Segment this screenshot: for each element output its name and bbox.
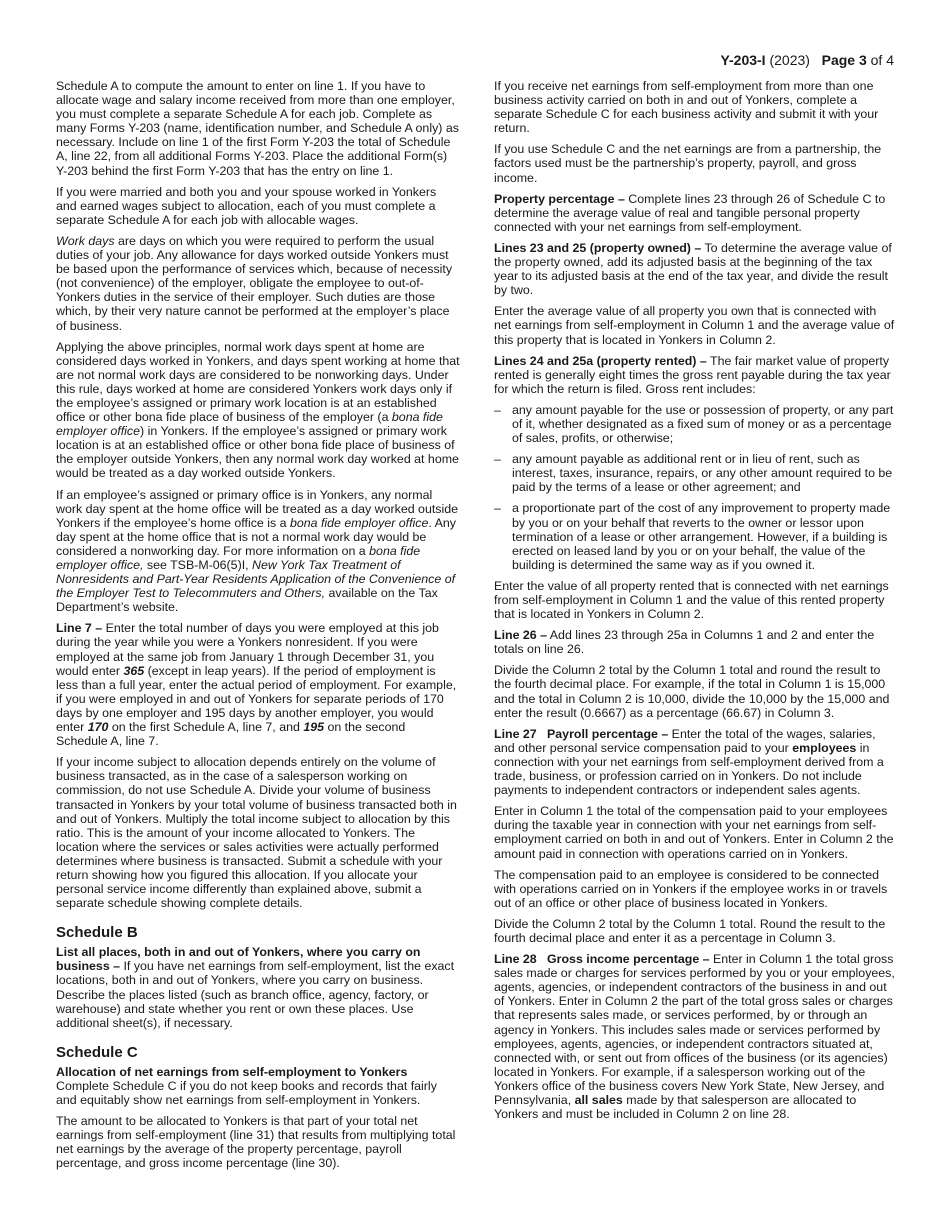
schedule-c-heading: Schedule C [56,1043,138,1061]
schedule-b-heading: Schedule B [56,924,138,942]
home-office-text-a: If an employee’s assigned or primary office is in Yonkers, any normal work day spent at the home office will be treated as a day worked outside Yonkers if the employee’s home office is a [56,487,459,530]
home-office-text-d: available on the Tax Department’s website. [56,586,438,615]
line-26-text: Add lines 23 through 25a in Columns 1 and 2 and enter the totals on line 26. [494,628,875,657]
rented-value-paragraph: Enter the value of all property rented that is connected with net earnings from self-employment in Column 1 and the value of this rented property that is located in Yonkers in Column 2. [494,578,889,622]
line-27-text-b: in connection with your net earnings from self-employment derived from a trade, business, or profession carried on in Yonkers. Do not include payments to independent contractors or independent sales agents. [494,740,884,798]
line-28-text-a: Enter in Column 1 the total gross sales made or charges for services performed by you or your employees, agents, agencies, or independent contractors of the business in and out of Yonkers. Enter in Column 2 the part of the total gross sales or charges that represents sales made, or services performed, by or through an agency in Yonkers. This includes sales made or services performed by employees, agents, agencies, or independent contractors situated at, connected with, or sent out from offices of the business (or its agencies) located in Yonkers. For example, if a salesperson working out of the Yonkers office of the business covers New York State, New Jersey, and Pennsylvania, [494,952,895,1107]
form-number: Y-203-I [720,52,766,68]
left-paragraph-1: Schedule A to compute the amount to enter on line 1. If you have to allocate wage and salary income received from more than one employer, you must complete a separate Schedule A for each job. Complete as many Forms Y-203 (name, identification number, and Schedule A only) as necessary. Include on line 1 of the first Form Y-203 the total of Schedule A, line 22, from all additional Forms Y-203. Place the additional Form(s) Y-203 behind the first Form Y-203 that has the entry on line 1. [56,79,459,178]
home-office-text-b: . Any day spent at the home office that is not a normal work day would be considered a nonworking day. For more information on a [56,515,456,558]
principles-term: bona fide employer office [56,410,443,439]
volume-of-business-paragraph: If your income subject to allocation depends entirely on the volume of business transacted, as in the case of a salesperson working on commission, do not use Schedule A. Divide your volume of business transacted in Yonkers by your total volume of business transacted both in and out of Yonkers. Multiply the total income subject to allocation by this ratio. This is the amount of your income allocated to Yonkers. The location where the services or sales activities were actually performed determines where business is transacted. Submit a schedule with your return showing how you figured this allocation. If you allocate your personal service income differently than explained above, submit a separate schedule showing complete details. [56,755,457,911]
right-paragraph-1: If you receive net earnings from self-employment from more than one business activity carried on both in and out of Yonkers, complete a separate Schedule C for each business activity and submit it with your return. [494,79,879,136]
line-7-text-c: on the first Schedule A, line 7, and [108,720,304,735]
line-27-label: Line 27 Payroll percentage – [494,726,669,741]
line-7-label: Line 7 – [56,621,103,636]
schedule-c-paragraph [56,1065,460,1107]
list-item: – any amount payable as additional rent or in lieu of rent, such as interest, taxes, insurance, repairs, or any other amount required to be paid by the terms of a lease or other agreement; and [494,452,896,494]
schedule-b-text: If you have net earnings from self-employment, list the exact locations, both in and out of Yonkers, where you carry on business. Describe the places listed (such as branch office, agency, factory, or warehouse) and state whether you rent or own these places. Use additional sheet(s), if necessary. [56,959,455,1030]
gross-rent-list [494,403,896,572]
line-28-all-sales: all sales [574,1093,623,1107]
line-27-employees: employees [792,740,857,755]
line-28-label: Line 28 Gross income percentage – [494,952,710,967]
lines-24-25a-label: Lines 24 and 25a (property rented) – [494,353,707,368]
line-7-paragraph [56,621,460,748]
line-7-number-195: 195 [303,720,324,735]
property-percentage-text: Complete lines 23 through 26 of Schedule C to determine the average value of real and tangible personal property connected with your net earnings from self-employment. [494,191,886,234]
divide-example-paragraph: Divide the Column 2 total by the Column 1 total and round the result to the fourth decimal place. For example, if the total in Column 1 is 15,000 and the total in Column 2 is 10,000, divide the 10,000 by the 15,000 and enter the result (0.6667) as a percentage (66.67) in Column 3. [494,663,890,720]
line-7-text-b: (except in leap years). If the period of employment is less than a full year, enter the actual period of employment. For example, if you were employed in and out of Yonkers for separate periods of 170 days by one employer and 195 days by another employer, you would enter [56,663,457,735]
line-27-text-a: Enter the total of the wages, salaries, and other personal service compensation paid to your [494,726,876,755]
right-column [494,79,896,1128]
left-paragraph-2: If you were married and both you and your spouse worked in Yonkers and earned wages subject to allocation, each of you must complete a separate Schedule A for each job with allocable wages. [56,184,437,227]
lines-24-25a-paragraph [494,354,896,396]
compensation-column-paragraph: Enter in Column 1 the total of the compensation paid to your employees during the taxable year in connection with your net earnings from self-employment carried on both in and out of Yonkers. Enter in Column 2 the amount paid in connection with operations carried on in Yonkers. [494,804,894,861]
work-days-term: Work days [56,233,115,248]
home-office-paragraph [56,488,460,615]
lines-23-25-paragraph [494,241,896,297]
line-26-label: Line 26 – [494,628,548,643]
schedule-b-paragraph [56,945,460,1030]
line-7-text-d: on the second Schedule A, line 7. [56,720,406,749]
compensation-connected-paragraph: The compensation paid to an employee is considered to be connected with operations carried on in Yonkers if the employee works in or travels out of an office or other place of business located in Yonkers. [494,867,888,910]
lines-23-25-label: Lines 23 and 25 (property owned) – [494,240,702,255]
line-7-number-170: 170 [87,720,109,735]
page-header [720,52,894,68]
schedule-c-text: Complete Schedule C if you do not keep books and records that fairly and equitably show net earnings from self-employment in Yonkers. [56,1078,437,1107]
page-label: Page 3 [821,52,867,68]
schedule-b-lead: List all places, both in and out of Yonkers, where you carry on business – [56,945,421,974]
left-column [56,79,460,1177]
list-item: – any amount payable for the use or possession of property, or any part of it, whether designated as a fixed sum of money or as a percentage of sales, profits, or otherwise; [494,403,896,445]
work-days-text: are days on which you were required to perform the usual duties of your job. Any allowance for days worked outside Yonkers must be based upon the performance of services which, because of necessity (not convenience) of the employer, obligate the employee to out-of-Yonkers duties in the service of their employer. Such duties are those which, by their very nature cannot be performed at the employer’s place of business. [56,233,453,333]
work-days-paragraph [56,234,460,333]
average-value-paragraph: Enter the average value of all property you own that is connected with net earnings from self-employment in Column 1 and the average value of this property that is located in Yonkers in Column 2. [494,304,895,347]
lines-23-25-text: To determine the average value of the property owned, add its adjusted basis at the beginning of the tax year to its adjusted basis at the end of the tax year, and divide the result by two. [494,240,892,298]
form-year: (2023) [769,52,810,68]
line-28-paragraph [494,952,896,1121]
publication-title: New York Tax Treatment of Nonresidents and Part-Year Residents Application of the Convenience of the Employer Test to Telecommuters and Others, [56,558,456,601]
home-office-text-c: see TSB-M-06(5)I, [143,558,253,572]
page-of: of 4 [870,52,894,68]
list-item: – a proportionate part of the cost of any improvement to property made by you or on your behalf that reverts to the owner or lessor upon termination of a lease or other arrangement. However, if a building is erected on leased land by you or on your behalf, the value of the building is determined the same way as if you owned it. [494,501,896,571]
home-office-term-1: bona fide employer office [289,515,429,530]
property-percentage-label: Property percentage – [494,191,625,206]
line-7-text-a: Enter the total number of days you were employed at this job during the year while you were a Yonkers nonresident. If you were employed at the same job from January 1 through December 31, you would enter [56,621,439,678]
amount-allocated-paragraph: The amount to be allocated to Yonkers is that part of your total net earnings from self-employment (line 31) that results from multiplying total net earnings by the average of the property percentage, payroll percentage, and gross income percentage (line 30). [56,1114,456,1171]
line-26-paragraph [494,628,896,656]
schedule-c-subheading: Allocation of net earnings from self-employment to Yonkers [56,1064,408,1079]
line-28-text-b: made by that salesperson are allocated to Yonkers and must be included in Column 2 on line 28. [494,1093,857,1122]
right-paragraph-2: If you use Schedule C and the net earnings are from a partnership, the factors used must be the partnership’s property, payroll, and gross income. [494,142,882,185]
line-7-number-365: 365 [123,663,145,678]
home-office-term-2: bona fide employer office, [56,543,421,572]
divide-round-paragraph: Divide the Column 2 total by the Column 1 total. Round the result to the fourth decimal place and enter it as a percentage in Column 3. [494,916,886,945]
applying-principles-paragraph [56,340,460,481]
principles-text-b: ) in Yonkers. If the employee’s assigned or primary work location is at an established office or other bona fide place of business of the employer outside Yonkers, then any normal work day worked at home would be treated as a day worked outside Yonkers. [56,424,459,481]
principles-text-a: Applying the above principles, normal work days spent at home are considered days worked in Yonkers, and days spent working at home that are not normal work days are considered to be nonworking days. Under this rule, days worked at home are considered Yonkers work days only if the employee’s assigned or primary work location is at an established office or other bona fide place of business of the employer (a [56,339,460,425]
lines-24-25a-text: The fair market value of property rented is generally eight times the gross rent payable during the tax year for which the return is filed. Gross rent includes: [494,353,891,396]
property-percentage-paragraph [494,192,896,234]
line-27-paragraph [494,727,896,797]
